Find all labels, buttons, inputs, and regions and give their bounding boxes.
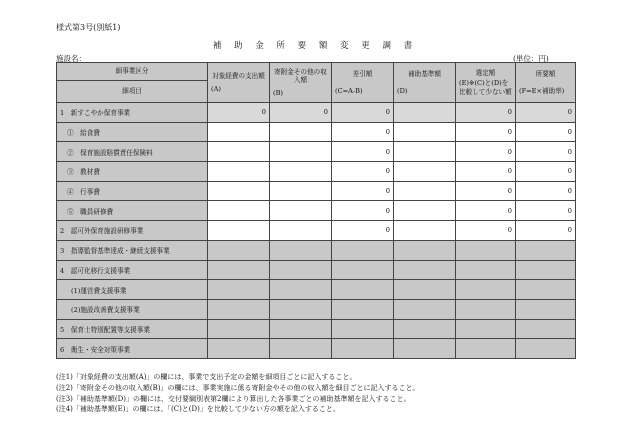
cell-b[interactable] [270, 142, 332, 162]
cell-a[interactable] [208, 181, 270, 201]
cell-e [456, 319, 516, 339]
cell-c: 0 [332, 103, 394, 123]
row-label: ② 保育施設賠償責任保険料 [57, 142, 208, 162]
cell-d [394, 339, 456, 359]
cell-c: 0 [332, 142, 394, 162]
cell-a[interactable] [208, 142, 270, 162]
table-row [57, 299, 576, 319]
cell-d [394, 240, 456, 260]
cell-f: 0 [516, 142, 576, 162]
table-row [57, 339, 576, 359]
note-4: (注4)「補助基準額(E)」の欄には、「(C)と(D)」を比較して少ない方の額を記入すること。 [56, 405, 340, 414]
table-row [57, 280, 576, 300]
cell-e: 0 [456, 181, 516, 201]
cell-e [456, 260, 516, 280]
table-row [57, 122, 576, 142]
note-1: (注1)「対象経費の支出額(A)」の欄には、事業で支出予定の金額を細項目ごとに記入すること。 [56, 373, 357, 381]
cell-f: 0 [516, 103, 576, 123]
cell-d [394, 260, 456, 280]
cell-c: 0 [332, 122, 394, 142]
table-row [57, 142, 576, 162]
cell-d[interactable] [394, 142, 456, 162]
cell-a[interactable] [208, 221, 270, 241]
cell-d[interactable] [394, 181, 456, 201]
cell-c: 0 [332, 181, 394, 201]
table-row [57, 103, 576, 123]
cell-a[interactable] [208, 201, 270, 221]
header-item: 細項目 [57, 81, 208, 103]
cell-d[interactable] [394, 122, 456, 142]
cell-c [332, 280, 394, 300]
cell-a [208, 260, 270, 280]
cell-e [456, 280, 516, 300]
cell-f [516, 319, 576, 339]
header-col-a: 対象経費の支出額 (A) [208, 63, 270, 103]
cell-d[interactable] [394, 221, 456, 241]
cell-c [332, 299, 394, 319]
table-row [57, 181, 576, 201]
cell-b[interactable] [270, 162, 332, 182]
cell-f [516, 280, 576, 300]
unit-label: (単位：円) [513, 54, 549, 63]
cell-b[interactable] [270, 122, 332, 142]
cell-e [456, 299, 516, 319]
cell-a [208, 280, 270, 300]
row-label: 2 認可外保育施設研修事業 [57, 221, 208, 241]
row-label: (2)施設改善費支援事業 [57, 299, 208, 319]
cell-f: 0 [516, 181, 576, 201]
table-row [57, 221, 576, 241]
cell-f [516, 260, 576, 280]
table-row [57, 319, 576, 339]
cell-a [208, 299, 270, 319]
cell-b [270, 319, 332, 339]
row-label: ⑤ 職員研修費 [57, 201, 208, 221]
header-col-e: 選定額 (E)※(C)と(D)を比較して少ない額 [456, 63, 516, 103]
row-label: 6 衛生・安全対策事業 [57, 339, 208, 359]
header-col-c: 差引額 (C=A-B) [332, 63, 394, 103]
facility-name-field[interactable]: 施設名： [56, 53, 166, 66]
cell-b[interactable] [270, 221, 332, 241]
cell-a[interactable] [208, 162, 270, 182]
cell-a [208, 339, 270, 359]
cell-e: 0 [456, 103, 516, 123]
cell-a[interactable] [208, 122, 270, 142]
cell-e: 0 [456, 201, 516, 221]
row-label: 1 新すこやか保育事業 [57, 103, 208, 123]
cell-b [270, 280, 332, 300]
cell-b [270, 299, 332, 319]
cell-e [456, 240, 516, 260]
cell-f [516, 240, 576, 260]
budget-table [56, 62, 576, 359]
header-col-d: 補助基準額 (D) [394, 63, 456, 103]
cell-f [516, 299, 576, 319]
cell-f: 0 [516, 162, 576, 182]
cell-b [270, 260, 332, 280]
cell-b[interactable] [270, 201, 332, 221]
table-row [57, 240, 576, 260]
cell-d [394, 280, 456, 300]
notes [56, 372, 420, 415]
cell-b [270, 240, 332, 260]
cell-e [456, 339, 516, 359]
cell-c: 0 [332, 162, 394, 182]
cell-f: 0 [516, 221, 576, 241]
cell-d [394, 103, 456, 123]
cell-f: 0 [516, 122, 576, 142]
cell-c: 0 [332, 221, 394, 241]
header-col-b: 寄附金その他の収入額 (B) [270, 63, 332, 103]
cell-c [332, 319, 394, 339]
form-number: 様式第3号(別紙1) [56, 23, 121, 32]
row-label: ① 給食費 [57, 122, 208, 142]
cell-c [332, 260, 394, 280]
table-row [57, 162, 576, 182]
cell-f: 0 [516, 201, 576, 221]
cell-a: 0 [208, 103, 270, 123]
cell-d [394, 319, 456, 339]
header-col-f: 所要額 (F=E×補助率) [516, 63, 576, 103]
cell-b [270, 339, 332, 359]
row-label: ④ 行事費 [57, 181, 208, 201]
cell-a [208, 240, 270, 260]
cell-d[interactable] [394, 201, 456, 221]
cell-c [332, 339, 394, 359]
note-2: (注2)「寄附金その他の収入額(B)」の欄には、事業実施に係る寄附金やその他の収入額を細目ごとに記入すること。 [56, 383, 420, 392]
cell-e: 0 [456, 142, 516, 162]
row-label: 5 保育士特別配置等支援事業 [57, 319, 208, 339]
cell-d [394, 299, 456, 319]
row-label: (1)運営費支援事業 [57, 280, 208, 300]
cell-c: 0 [332, 201, 394, 221]
table-row [57, 201, 576, 221]
cell-e: 0 [456, 162, 516, 182]
cell-e: 0 [456, 221, 516, 241]
cell-b[interactable] [270, 181, 332, 201]
page-title: 補 助 金 所 要 額 変 更 調 書 [212, 41, 418, 51]
row-label: 3 指導監督基準達成・継続支援事業 [57, 240, 208, 260]
cell-f [516, 339, 576, 359]
table-row [57, 260, 576, 280]
header-category: 細事業区分 [57, 63, 208, 81]
cell-a [208, 319, 270, 339]
cell-e: 0 [456, 122, 516, 142]
row-label: 4 認可化移行支援事業 [57, 260, 208, 280]
cell-c [332, 240, 394, 260]
row-label: ③ 教材費 [57, 162, 208, 182]
note-3: (注3)「補助基準額(D)」の欄には、交付要綱別表第2欄により算出した各事業ごとの補助基準額を記入すること。 [56, 394, 411, 403]
cell-b: 0 [270, 103, 332, 123]
cell-d[interactable] [394, 162, 456, 182]
